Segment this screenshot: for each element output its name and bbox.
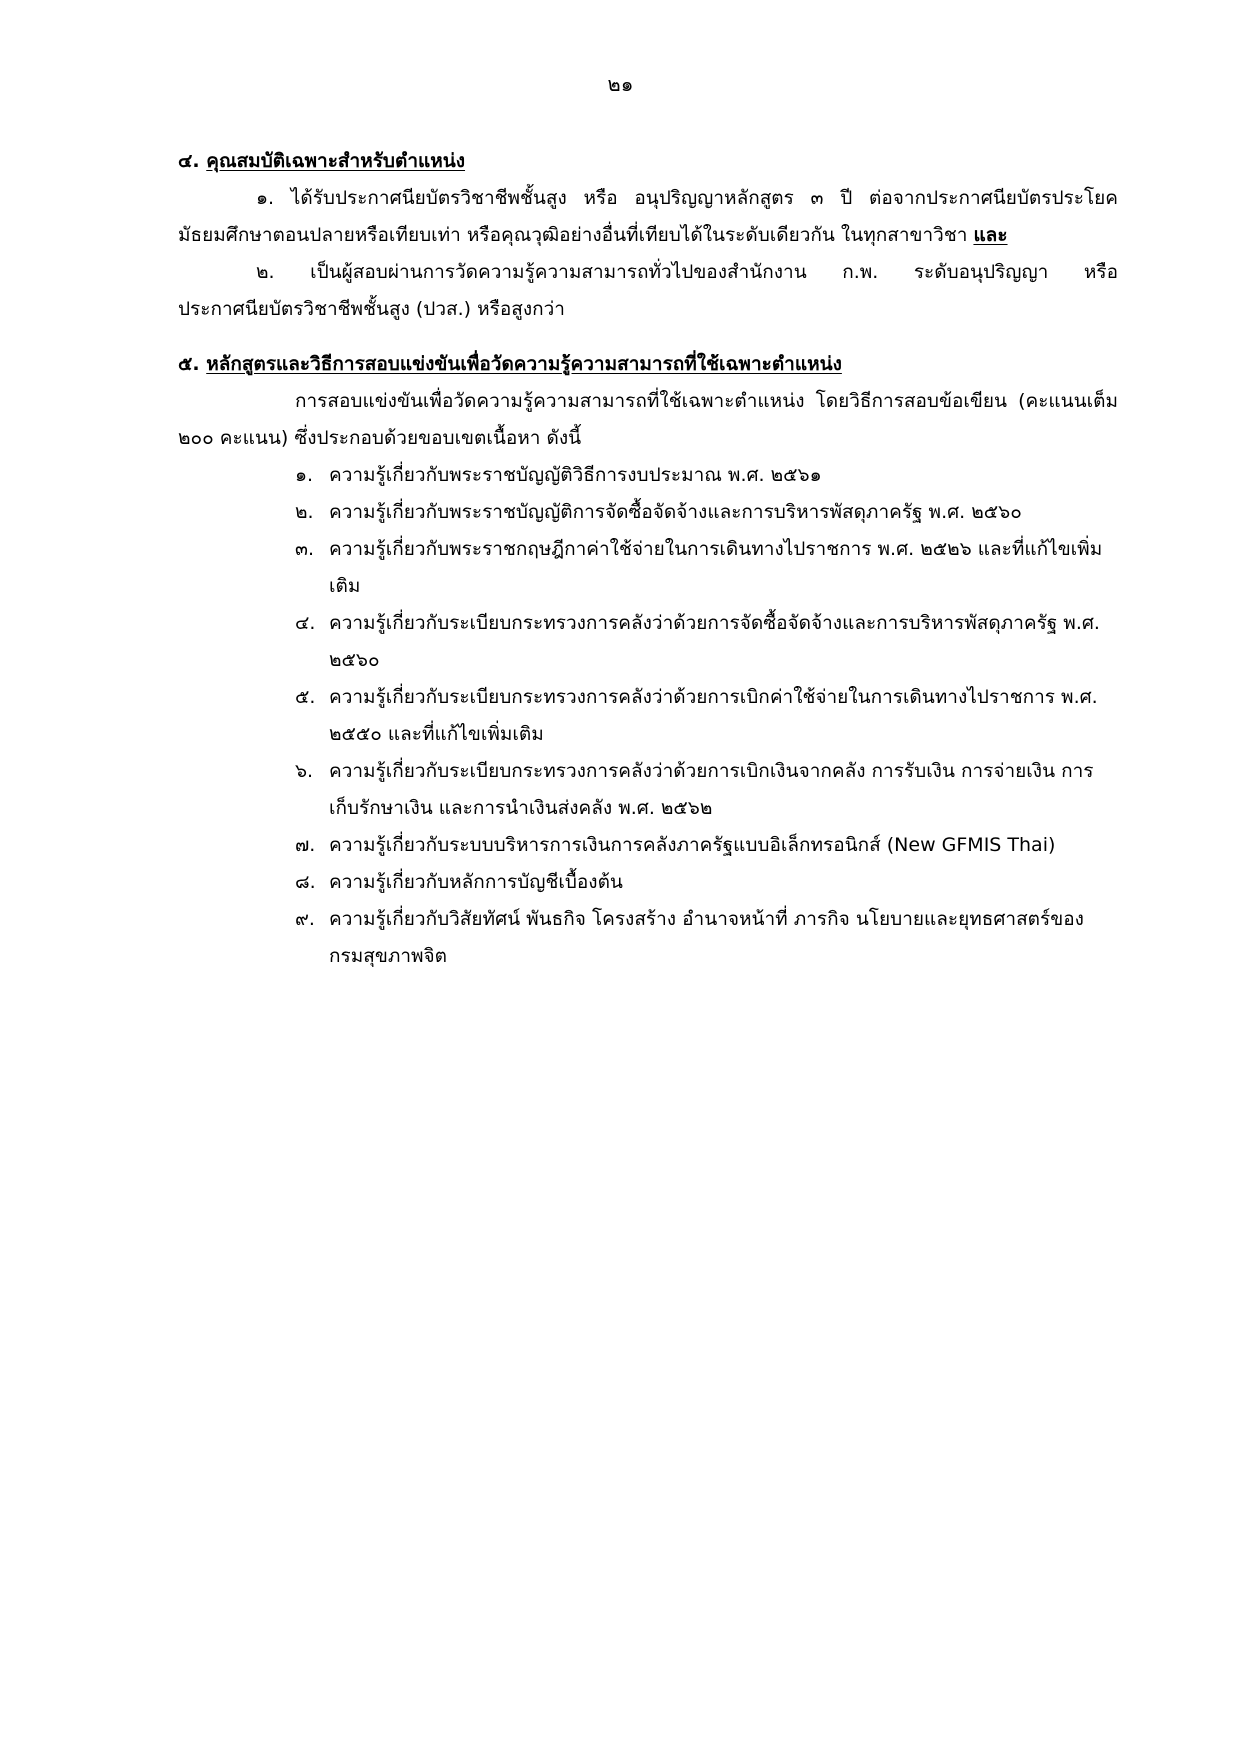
document-body: [178, 143, 1118, 975]
exam-topic-item: [295, 679, 1118, 753]
page-number: ๒๑: [607, 72, 634, 96]
exam-topic-text: ความรู้เกี่ยวกับระบบบริหารการเงินการคลังภาครัฐแบบอิเล็กทรอนิกส์ (New GFMIS Thai): [329, 834, 1056, 856]
exam-topic-number: ๖.: [295, 760, 314, 782]
exam-topic-text: ความรู้เกี่ยวกับพระราชบัญญัติการจัดซื้อจัดจ้างและการบริหารพัสดุภาครัฐ พ.ศ. ๒๕๖๐: [329, 501, 1022, 523]
section-5-intro: การสอบแข่งขันเพื่อวัดความรู้ความสามารถที่ใช้เฉพาะตำแหน่ง โดยวิธีการสอบข้อเขียน (คะแนนเต็ม ๒๐๐ คะแนน) ซึ่งประกอบด้วยขอบเขตเนื้อหา ดังนี้: [178, 390, 1118, 449]
section-gap: [178, 328, 1118, 346]
exam-topic-text: ความรู้เกี่ยวกับวิสัยทัศน์ พันธกิจ โครงสร้าง อำนาจหน้าที่ ภารกิจ นโยบายและยุทธศาสตร์ของกรมสุขภาพจิต: [329, 908, 1084, 967]
exam-topic-number: ๕.: [295, 686, 316, 708]
section-4-item-1: [178, 180, 1118, 254]
section-4-item-2: [178, 254, 1118, 328]
exam-topic-item: [295, 753, 1118, 827]
exam-topic-item: [295, 864, 1118, 901]
exam-topic-number: ๒.: [295, 501, 314, 523]
exam-topic-text: ความรู้เกี่ยวกับพระราชกฤษฎีกาค่าใช้จ่ายในการเดินทางไปราชการ พ.ศ. ๒๕๒๖ และที่แก้ไขเพิ่มเติม: [329, 538, 1103, 597]
section-4-item-1-emphasis: และ: [973, 224, 1008, 246]
section-5-heading: [178, 346, 1118, 383]
exam-topic-number: ๔.: [295, 612, 316, 634]
exam-topic-number: ๘.: [295, 871, 316, 893]
exam-topic-number: ๙.: [295, 908, 315, 930]
section-4-item-2-text: ๒. เป็นผู้สอบผ่านการวัดความรู้ความสามารถทั่วไปของสำนักงาน ก.พ. ระดับอนุปริญญา หรือประกาศนียบัตรวิชาชีพชั้นสูง (ปวส.) หรือสูงกว่า: [178, 261, 1118, 320]
exam-topic-text: ความรู้เกี่ยวกับระเบียบกระทรวงการคลังว่าด้วยการเบิกเงินจากคลัง การรับเงิน การจ่ายเงิน การเก็บรักษาเงิน และการนำเงินส่งคลัง พ.ศ. ๒๕๖๒: [329, 760, 1094, 819]
exam-topic-text: ความรู้เกี่ยวกับพระราชบัญญัติวิธีการงบประมาณ พ.ศ. ๒๕๖๑: [329, 464, 822, 486]
exam-topic-number: ๓.: [295, 538, 315, 560]
exam-topic-item: [295, 531, 1118, 605]
exam-topic-number: ๑.: [295, 464, 314, 486]
exam-topic-number: ๗.: [295, 834, 316, 856]
section-4-title: คุณสมบัติเฉพาะสำหรับตำแหน่ง: [206, 150, 466, 172]
exam-topic-item: [295, 901, 1118, 975]
exam-topic-item: [295, 827, 1118, 864]
exam-topic-item: [295, 605, 1118, 679]
exam-topic-text: ความรู้เกี่ยวกับหลักการบัญชีเบื้องต้น: [329, 871, 623, 893]
section-4-number: ๔.: [178, 150, 200, 172]
section-4-item-1-text: ๑. ได้รับประกาศนียบัตรวิชาชีพชั้นสูง หรือ อนุปริญญาหลักสูตร ๓ ปี ต่อจากประกาศนียบัตรประโยคมัธยมศึกษาตอนปลายหรือเทียบเท่า หรือคุณวุฒิอย่างอื่นที่เทียบได้ในระดับเดียวกัน ในทุกสาขาวิชา: [178, 187, 1118, 246]
exam-topic-list: [178, 457, 1118, 975]
exam-topic-item: [295, 457, 1118, 494]
section-5-title: หลักสูตรและวิธีการสอบแข่งขันเพื่อวัดความรู้ความสามารถที่ใช้เฉพาะตำแหน่ง: [206, 353, 842, 375]
exam-topic-text: ความรู้เกี่ยวกับระเบียบกระทรวงการคลังว่าด้วยการเบิกค่าใช้จ่ายในการเดินทางไปราชการ พ.ศ. ๒๕๕๐ และที่แก้ไขเพิ่มเติม: [329, 686, 1098, 745]
exam-topic-item: [295, 494, 1118, 531]
section-5-number: ๕.: [178, 353, 200, 375]
section-4-heading: [178, 143, 1118, 180]
exam-topic-text: ความรู้เกี่ยวกับระเบียบกระทรวงการคลังว่าด้วยการจัดซื้อจัดจ้างและการบริหารพัสดุภาครัฐ พ.ศ. ๒๕๖๐: [329, 612, 1100, 671]
